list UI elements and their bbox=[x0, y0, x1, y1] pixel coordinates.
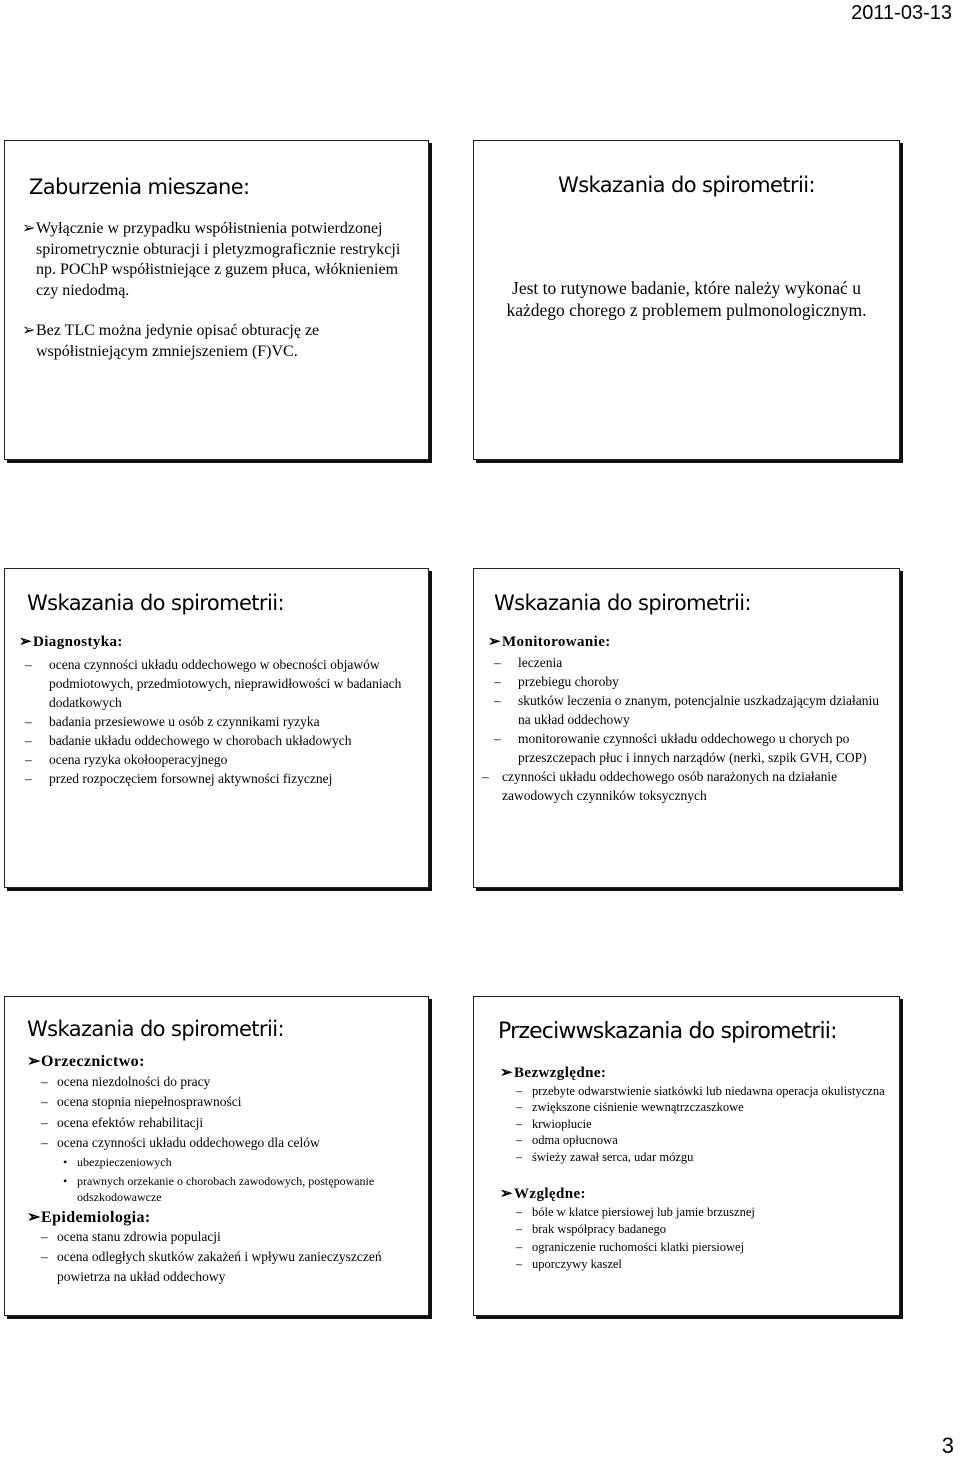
bullet-item: ➢ Wyłącznie w przypadku współistnienia potwierdzonej spirometrycznie obturacji i pletyzmograficznie restrykcji np. POChP współistniejące z guzem płuca, włóknieniem czy niedodmą. bbox=[22, 220, 401, 299]
slide-przeciwwskazania bbox=[473, 996, 900, 1316]
arrow-bullet-icon: ➢ bbox=[22, 322, 36, 339]
arrow-bullet-icon: ➢ bbox=[488, 634, 501, 650]
slide-wskazania-monitorowanie bbox=[473, 568, 900, 888]
section-heading: ➢ Bezwzględne: bbox=[500, 1065, 607, 1081]
arrow-bullet-icon: ➢ bbox=[500, 1065, 513, 1081]
list-item: – świeży zawał serca, udar mózgu bbox=[516, 1149, 694, 1164]
list-item: – zwiększone ciśnienie wewnątrzczaszkowe bbox=[516, 1100, 744, 1114]
list-item: – ocena stanu zdrowia populacji bbox=[41, 1229, 221, 1244]
list-item: – uporczywy kaszel bbox=[516, 1257, 622, 1271]
list-item: – brak współpracy badanego bbox=[516, 1222, 666, 1236]
slide-wskazania-diagnostyka bbox=[4, 568, 429, 888]
bullet-item: ➢ Bez TLC można jedynie opisać obturację ze współistniejącym zmniejszeniem (F)VC. bbox=[22, 322, 320, 360]
list-item: – ocena stopnia niepełnosprawności bbox=[41, 1094, 242, 1109]
section-heading: ➢ Orzecznictwo: bbox=[27, 1053, 145, 1070]
list-item: – przebiegu choroby bbox=[494, 673, 619, 689]
list-item: – krwioplucie bbox=[516, 1116, 592, 1131]
list-item: – bóle w klatce piersiowej lub jamie brzusznej bbox=[516, 1204, 755, 1219]
list-item: – ograniczenie ruchomości klatki piersiowej bbox=[516, 1239, 745, 1254]
list-item: – ocena czynności układu oddechowego dla celów bbox=[41, 1135, 320, 1150]
section-heading: ➢ Względne: bbox=[500, 1186, 586, 1202]
list-item: – ocena niezdolności do pracy bbox=[41, 1073, 211, 1089]
slide-title: Wskazania do spirometrii: bbox=[494, 591, 751, 615]
page-number: 3 bbox=[941, 1433, 954, 1458]
section-heading: ➢ Epidemiologia: bbox=[27, 1208, 151, 1226]
list-item: – odma opłucnowa bbox=[516, 1133, 618, 1147]
document-date: 2011-03-13 bbox=[851, 2, 952, 24]
slide-text: Jest to rutynowe badanie, które należy wykonać u każdego chorego z problemem pulmonologicznym. bbox=[506, 278, 867, 320]
slide-zaburzenia-mieszane bbox=[4, 140, 429, 460]
list-item: – czynności układu oddechowego osób narażonych na działanie zawodowych czynników toksycznych bbox=[482, 768, 838, 803]
list-item: – ocena ryzyka okołooperacyjnego bbox=[25, 751, 228, 767]
slide-title: Wskazania do spirometrii: bbox=[27, 591, 284, 615]
list-item: – ocena czynności układu oddechowego w obecności objawów podmiotowych, przedmiotowych, nieprawidłowości w badaniach dodatkowych bbox=[25, 656, 402, 710]
list-item: – przebyte odwarstwienie siatkówki lub niedawna operacja okulistyczna bbox=[516, 1083, 885, 1098]
slide-wskazania-rutynowe bbox=[473, 140, 900, 460]
arrow-bullet-icon: ➢ bbox=[27, 1208, 41, 1226]
sub-list-item: • prawnych orzekanie o chorobach zawodowych, postępowanie odszkodowawcze bbox=[63, 1173, 375, 1204]
arrow-bullet-icon: ➢ bbox=[500, 1186, 513, 1202]
slide-wskazania-orzecznictwo bbox=[4, 996, 429, 1316]
list-item: – badania przesiewowe u osób z czynnikami ryzyka bbox=[25, 713, 320, 729]
list-item: – leczenia bbox=[494, 654, 563, 670]
slide-title: Zaburzenia mieszane: bbox=[29, 175, 250, 199]
list-item: – monitorowanie czynności układu oddechowego u chorych po przeszczepach płuc i innych narządów (nerki, szpik GVH, COP) bbox=[494, 730, 867, 765]
arrow-bullet-icon: ➢ bbox=[27, 1053, 41, 1070]
section-heading: ➢ Diagnostyka: bbox=[19, 634, 123, 650]
slide-title: Przeciwwskazania do spirometrii: bbox=[498, 1019, 837, 1044]
list-item: – skutków leczenia o znanym, potencjalnie uszkadzającym działaniu na układ oddechowy bbox=[494, 692, 879, 727]
list-item: – przed rozpoczęciem forsownej aktywności fizycznej bbox=[25, 770, 333, 786]
sub-list-item: • ubezpieczeniowych bbox=[63, 1154, 172, 1169]
section-heading: ➢ Monitorowanie: bbox=[488, 634, 611, 650]
slide-title: Wskazania do spirometrii: bbox=[27, 1017, 284, 1041]
arrow-bullet-icon: ➢ bbox=[22, 220, 36, 237]
arrow-bullet-icon: ➢ bbox=[19, 634, 32, 650]
list-item: – ocena odległych skutków zakażeń i wpływu zanieczyszczeń powietrza na układ oddechowy bbox=[41, 1249, 382, 1284]
list-item: – badanie układu oddechowego w chorobach układowych bbox=[25, 732, 352, 748]
slide-title: Wskazania do spirometrii: bbox=[558, 173, 815, 197]
list-item: – ocena efektów rehabilitacji bbox=[41, 1114, 204, 1130]
